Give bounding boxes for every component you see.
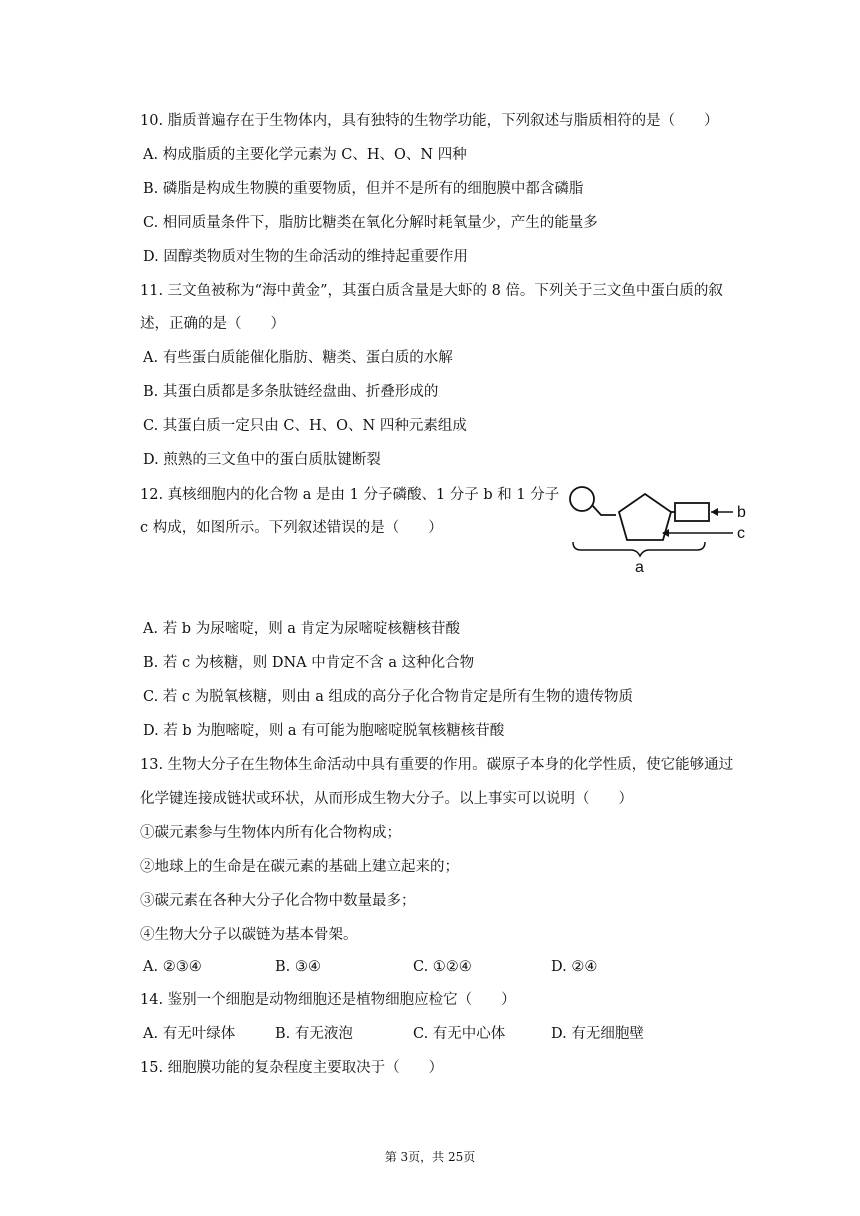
label-c: c: [737, 525, 745, 542]
q13-option-b: B. ③④: [275, 959, 321, 975]
nucleotide-diagram: [565, 482, 755, 574]
q15-stem: 15. 细胞膜功能的复杂程度主要取决于（ ）: [140, 1060, 444, 1076]
q11-stem-line1: 11. 三文鱼被称为“海中黄金”，其蛋白质含量是大虾的 8 倍。下列关于三文鱼中蛋白质的叙: [140, 283, 723, 299]
q11-option-a: A. 有些蛋白质能催化脂肪、糖类、蛋白质的水解: [143, 350, 453, 366]
q10-option-c: C. 相同质量条件下，脂肪比糖类在氧化分解时耗氧量少，产生的能量多: [143, 215, 598, 231]
q14-option-d: D. 有无细胞壁: [551, 1026, 644, 1042]
label-a: a: [635, 559, 644, 574]
q13-option-a: A. ②③④: [143, 959, 202, 975]
q13-option-c: C. ①②④: [413, 959, 472, 975]
q12-option-c: C. 若 c 为脱氧核糖，则由 a 组成的高分子化合物肯定是所有生物的遗传物质: [143, 689, 633, 705]
q12-stem-line1: 12. 真核细胞内的化合物 a 是由 1 分子磷酸、1 分子 b 和 1 分子: [140, 487, 560, 503]
q12-option-b: B. 若 c 为核糖，则 DNA 中肯定不含 a 这种化合物: [143, 655, 475, 671]
q12-option-a: A. 若 b 为尿嘧啶，则 a 肯定为尿嘧啶核糖核苷酸: [143, 621, 461, 637]
q13-item-3: ③碳元素在各种大分子化合物中数量最多；: [140, 893, 416, 909]
q14-stem: 14. 鉴别一个细胞是动物细胞还是植物细胞应检它（ ）: [140, 992, 516, 1008]
q13-item-2: ②地球上的生命是在碳元素的基础上建立起来的；: [140, 859, 459, 875]
q10-option-b: B. 磷脂是构成生物膜的重要物质，但并不是所有的细胞膜中都含磷脂: [143, 181, 584, 197]
q13-stem-line1: 13. 生物大分子在生物体生命活动中具有重要的作用。碳原子本身的化学性质，使它能够通过: [140, 757, 734, 773]
q14-option-a: A. 有无叶绿体: [143, 1026, 236, 1042]
q12-option-d: D. 若 b 为胞嘧啶，则 a 有可能为胞嘧啶脱氧核糖核苷酸: [143, 723, 505, 739]
q11-option-c: C. 其蛋白质一定只由 C、H、O、N 四种元素组成: [143, 418, 467, 434]
q10-option-d: D. 固醇类物质对生物的生命活动的维持起重要作用: [143, 249, 468, 265]
q13-stem-line2: 化学键连接成链状或环状，从而形成生物大分子。以上事实可以说明（ ）: [140, 791, 633, 807]
q14-option-b: B. 有无液泡: [275, 1026, 353, 1042]
q13-option-d: D. ②④: [551, 959, 598, 975]
q11-option-d: D. 煎熟的三文鱼中的蛋白质肽键断裂: [143, 452, 381, 468]
page-footer: 第 3页，共 25页: [384, 1150, 476, 1164]
q14-option-c: C. 有无中心体: [413, 1026, 506, 1042]
brace-a: [573, 542, 705, 556]
q10-stem: 10. 脂质普遍存在于生物体内，具有独特的生物学功能，下列叙述与脂质相符的是（ ）: [140, 113, 719, 129]
label-b: b: [737, 504, 746, 521]
base-rectangle: [675, 503, 709, 521]
q13-item-4: ④生物大分子以碳链为基本骨架。: [140, 927, 358, 943]
arrow-b-head: [711, 508, 718, 516]
q11-option-b: B. 其蛋白质都是多条肽链经盘曲、折叠形成的: [143, 384, 439, 400]
q11-stem-line2: 述，正确的是（ ）: [140, 316, 285, 332]
q12-stem-line2: c 构成，如图所示。下列叙述错误的是（ ）: [140, 520, 443, 536]
q10-option-a: A. 构成脂质的主要化学元素为 C、H、O、N 四种: [143, 147, 467, 163]
phosphate-circle: [570, 487, 594, 511]
phosphate-sugar-bond: [592, 505, 616, 515]
q13-item-1: ①碳元素参与生物体内所有化合物构成；: [140, 825, 401, 841]
